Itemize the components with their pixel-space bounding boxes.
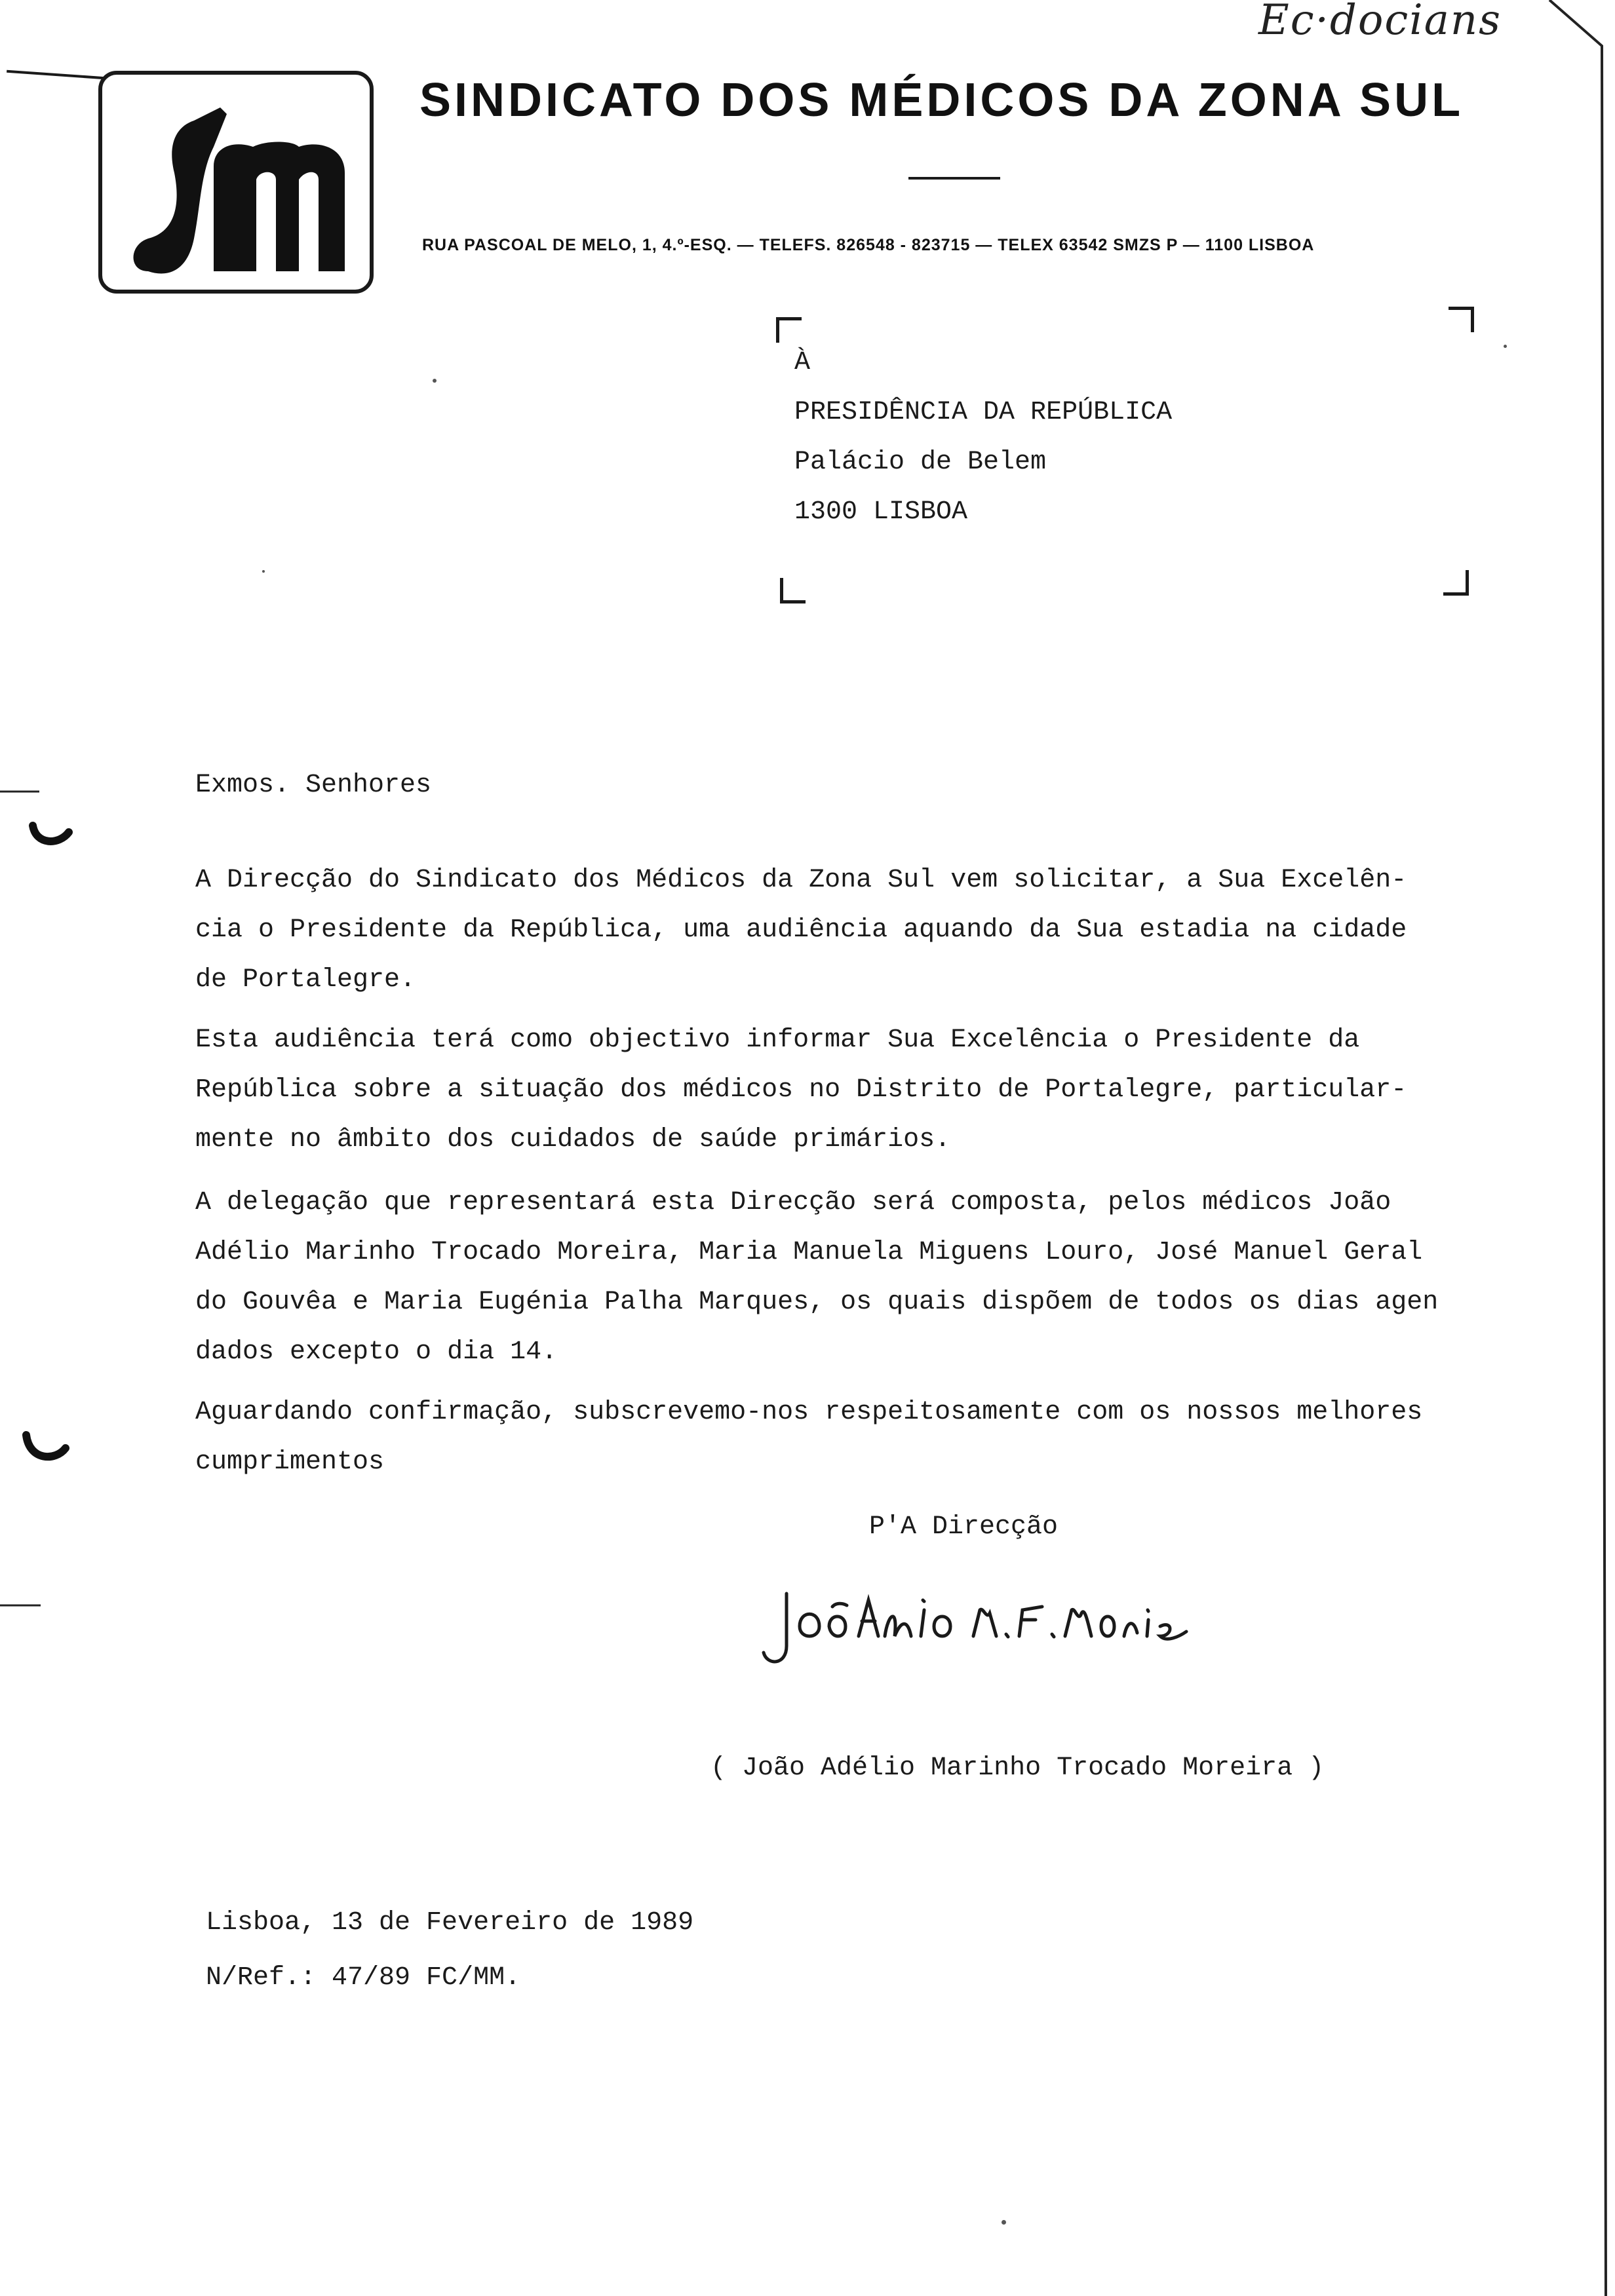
paragraph-line: Esta audiência terá como objectivo informar Sua Excelência o Presidente da — [195, 1025, 1360, 1055]
paragraph — [195, 1178, 1493, 1377]
paragraph-line: Aguardando confirmação, subscrevemo-nos respeitosamente com os nossos melhores — [195, 1398, 1423, 1427]
address-window-corner — [780, 578, 806, 603]
address-window-corner — [1449, 307, 1474, 332]
scan-speck — [433, 379, 437, 383]
fold-mark — [0, 1599, 52, 1612]
paragraph-line: cumprimentos — [195, 1447, 385, 1477]
paragraph-line: Adélio Marinho Trocado Moreira, Maria Manuela Miguens Louro, José Manuel Geral — [195, 1238, 1423, 1267]
scan-speck — [1504, 345, 1507, 348]
organization-name: SINDICATO DOS MÉDICOS DA ZONA SUL — [419, 74, 1464, 126]
paragraph — [195, 1016, 1493, 1165]
reference-number: N/Ref.: 47/89 FC/MM. — [206, 1963, 521, 1993]
paper-edge — [1536, 0, 1615, 2296]
scan-speck — [262, 570, 265, 573]
letterhead-rule — [908, 177, 1000, 180]
signatory-name: ( João Adélio Marinho Trocado Moreira ) — [710, 1753, 1325, 1783]
paragraph-line: A Direcção do Sindicato dos Médicos da Zona Sul vem solicitar, a Sua Excelên- — [195, 866, 1407, 895]
paragraph-line: República sobre a situação dos médicos no Distrito de Portalegre, particular- — [195, 1075, 1407, 1105]
union-logo — [98, 71, 374, 294]
paragraph — [195, 1388, 1493, 1487]
paragraph-line: cia o Presidente da República, uma audiência aquando da Sua estadia na cidade — [195, 915, 1407, 945]
paragraph-line: mente no âmbito dos cuidados de saúde primários. — [195, 1125, 951, 1155]
margin-tick — [7, 70, 105, 79]
recipient-address — [794, 338, 1172, 537]
organization-address: RUA PASCOAL DE MELO, 1, 4.º-ESQ. — TELEFS. 826548 - 823715 — TELEX 63542 SMZS P — 1100 LISBOA — [422, 236, 1315, 254]
recipient-line-3: 1300 LISBOA — [794, 497, 968, 527]
salutation: Exmos. Senhores — [195, 771, 432, 800]
paragraph-line: do Gouvêa e Maria Eugénia Palha Marques, os quais dispõem de todos os dias agen — [195, 1288, 1439, 1317]
recipient-line-2: Palácio de Belem — [794, 448, 1047, 477]
fold-mark — [0, 780, 79, 858]
paragraph — [195, 856, 1493, 1005]
paragraph-line: A delegação que representará esta Direcção será composta, pelos médicos João — [195, 1188, 1391, 1217]
closing-line: P'A Direcção — [869, 1512, 1059, 1542]
place-and-date: Lisboa, 13 de Fevereiro de 1989 — [206, 1908, 694, 1938]
handwritten-signature — [754, 1574, 1213, 1679]
logo-mark — [102, 75, 370, 290]
paragraph-line: dados excepto o dia 14. — [195, 1337, 558, 1367]
recipient-to: À — [794, 348, 811, 377]
paragraph-line: de Portalegre. — [195, 965, 416, 995]
handwritten-note: Ec·docians — [1258, 0, 1502, 45]
recipient-line-1: PRESIDÊNCIA DA REPÚBLICA — [794, 398, 1173, 427]
address-window-corner — [1443, 570, 1469, 596]
punch-mark — [13, 1415, 79, 1481]
scan-speck — [1002, 2220, 1006, 2225]
